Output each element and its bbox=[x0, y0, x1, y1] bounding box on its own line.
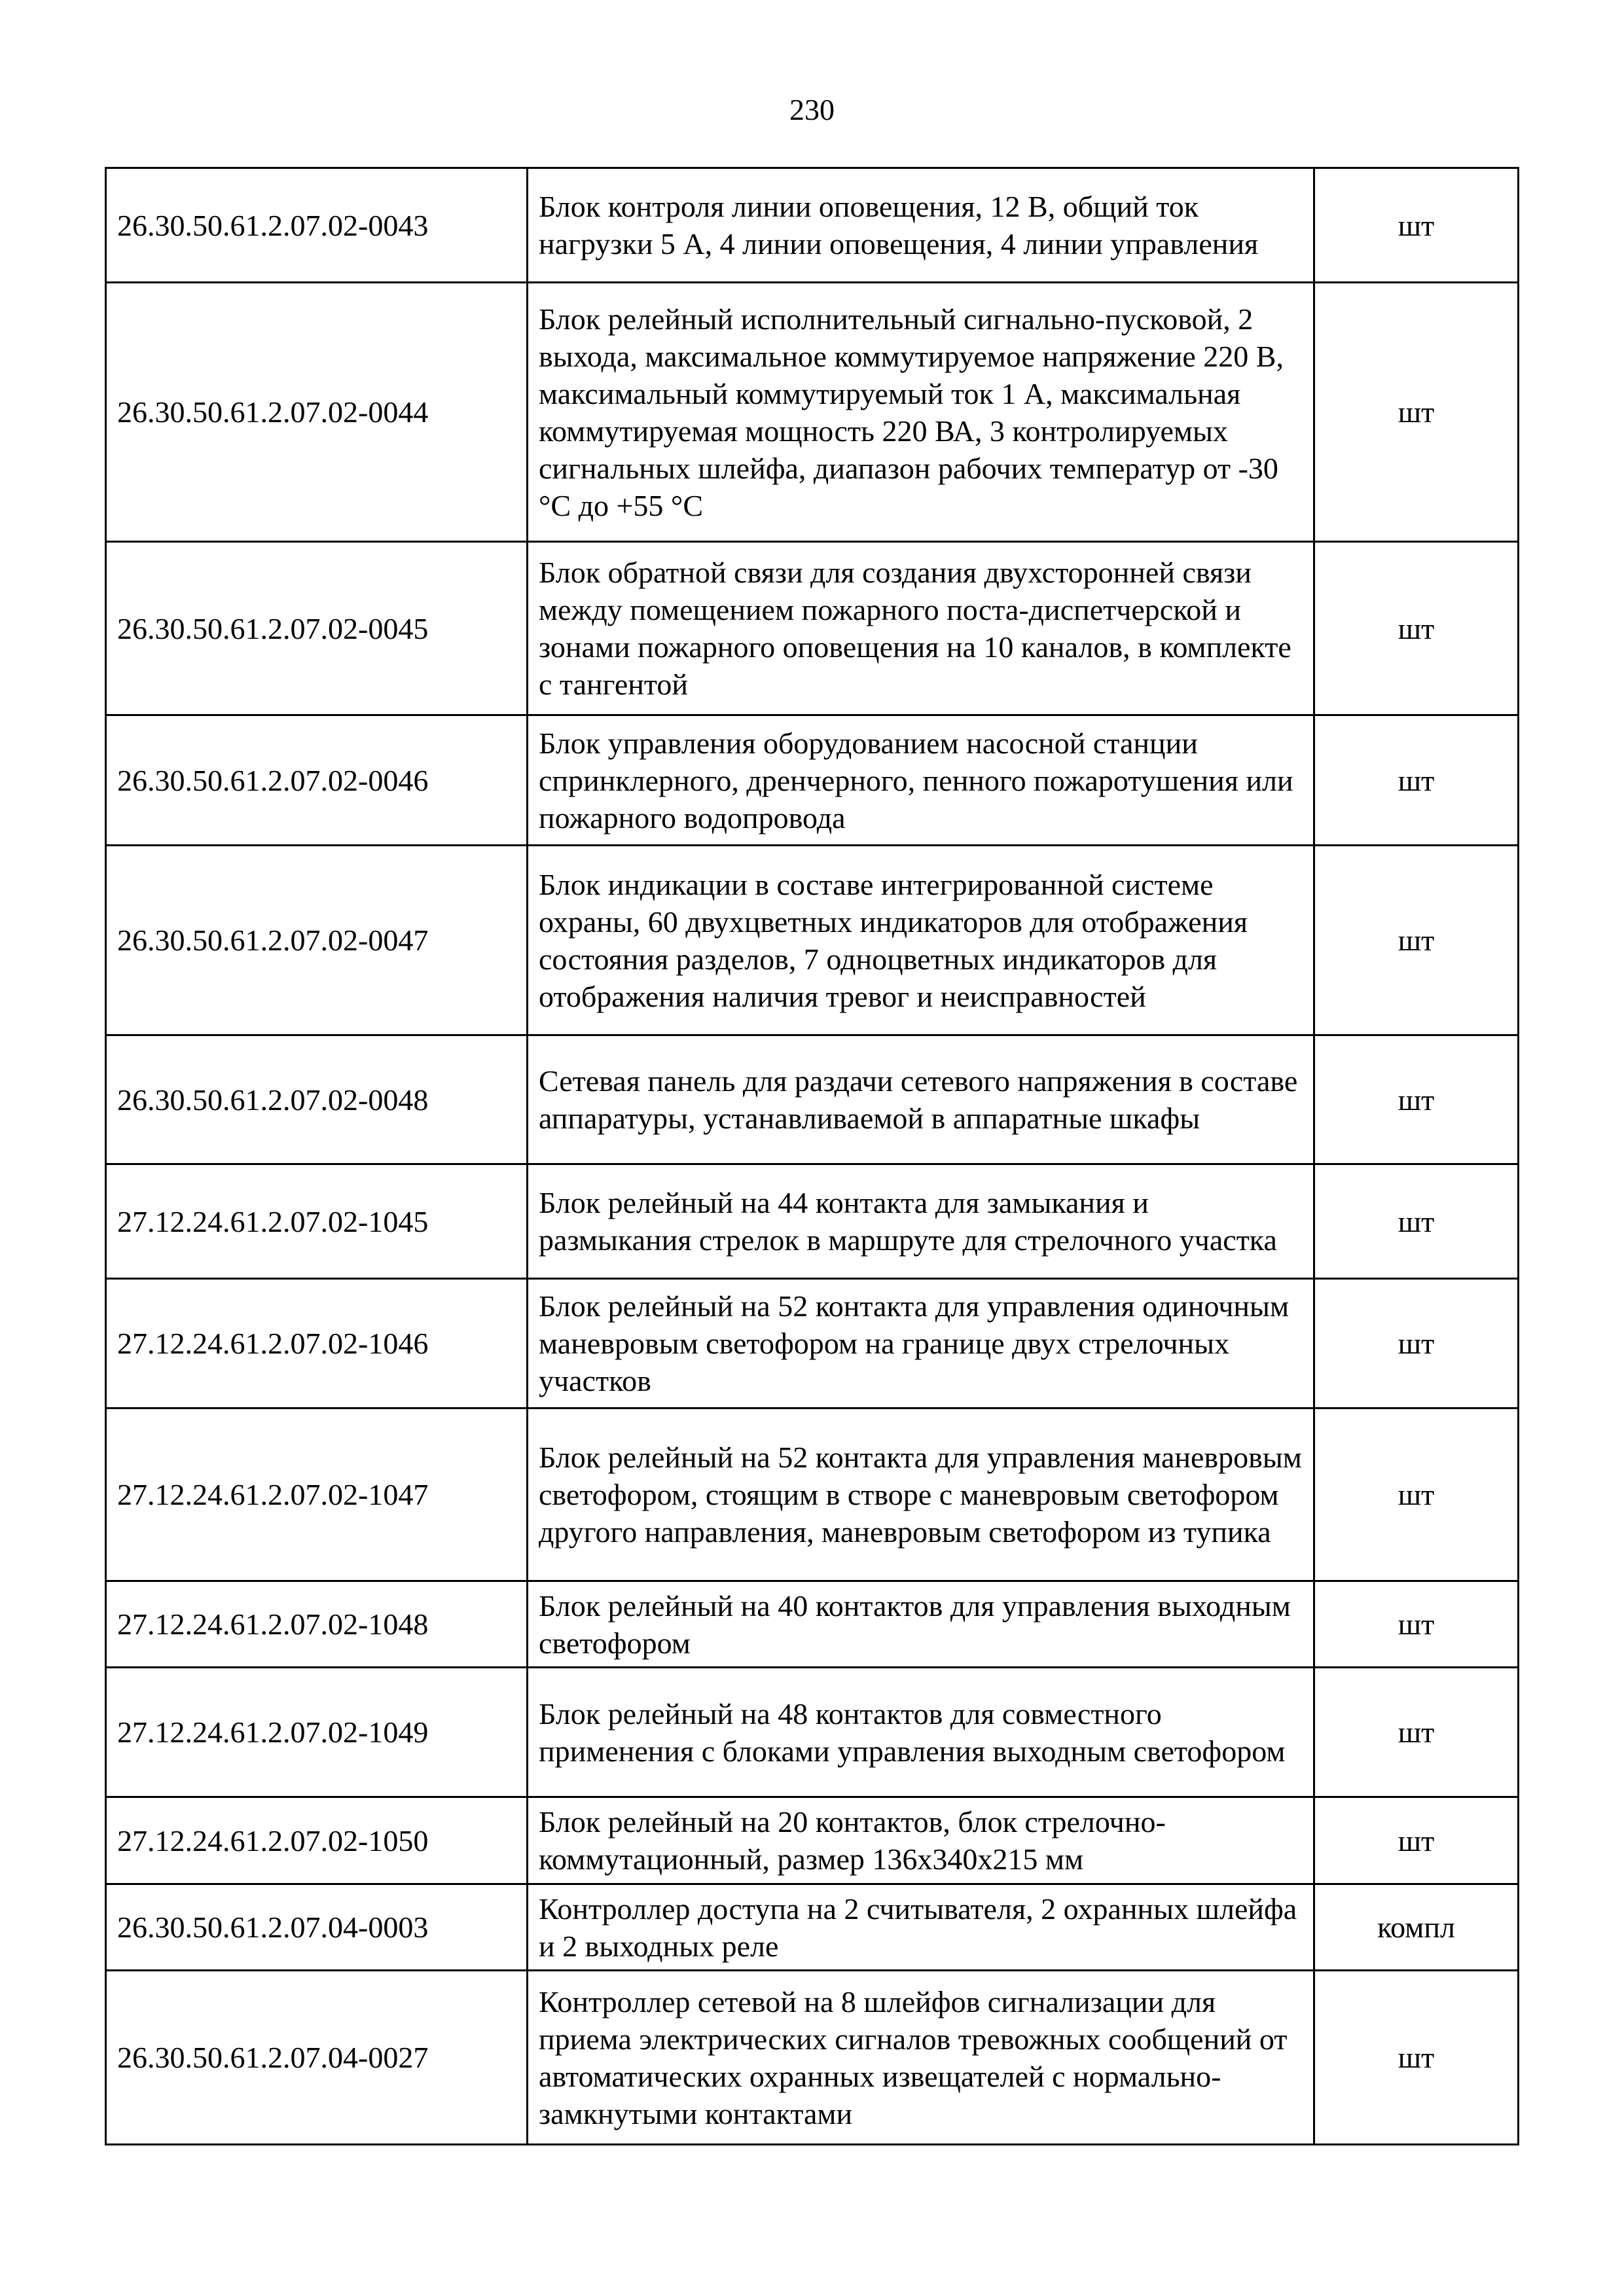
unit-of-measure: шт bbox=[1314, 168, 1519, 283]
resource-description: Блок релейный на 44 контакта для замыкания и размыкания стрелок в маршруте для стрелочного участка bbox=[528, 1164, 1314, 1279]
table-row bbox=[106, 1797, 1519, 1884]
unit-of-measure: шт bbox=[1314, 1408, 1519, 1581]
page-number: 230 bbox=[789, 93, 835, 126]
table-row bbox=[106, 1279, 1519, 1408]
resource-code: 26.30.50.61.2.07.02-0044 bbox=[106, 283, 528, 542]
resource-code: 26.30.50.61.2.07.02-0046 bbox=[106, 715, 528, 846]
resource-description: Блок релейный на 52 контакта для управления маневровым светофором, стоящим в створе с маневровым светофором другого направления, маневровым светофором из тупика bbox=[528, 1408, 1314, 1581]
resource-code: 27.12.24.61.2.07.02-1047 bbox=[106, 1408, 528, 1581]
table-row bbox=[106, 1971, 1519, 2145]
table-row bbox=[106, 542, 1519, 715]
resource-code: 26.30.50.61.2.07.02-0043 bbox=[106, 168, 528, 283]
table-row bbox=[106, 1408, 1519, 1581]
unit-of-measure: шт bbox=[1314, 542, 1519, 715]
unit-of-measure: шт bbox=[1314, 1797, 1519, 1884]
table-row bbox=[106, 283, 1519, 542]
unit-of-measure: шт bbox=[1314, 1668, 1519, 1797]
unit-of-measure: шт bbox=[1314, 283, 1519, 542]
table-row bbox=[106, 715, 1519, 846]
specification-table bbox=[105, 167, 1519, 2145]
resource-code: 27.12.24.61.2.07.02-1049 bbox=[106, 1668, 528, 1797]
table-row bbox=[106, 1668, 1519, 1797]
resource-description: Блок релейный на 20 контактов, блок стрелочно-коммутационный, размер 136х340х215 мм bbox=[528, 1797, 1314, 1884]
unit-of-measure: шт bbox=[1314, 846, 1519, 1035]
unit-of-measure: шт bbox=[1314, 1279, 1519, 1408]
resource-code: 27.12.24.61.2.07.02-1048 bbox=[106, 1581, 528, 1668]
resource-description: Блок релейный на 48 контактов для совместного применения с блоками управления выходным светофором bbox=[528, 1668, 1314, 1797]
table-row bbox=[106, 1164, 1519, 1279]
resource-code: 26.30.50.61.2.07.04-0027 bbox=[106, 1971, 528, 2145]
resource-description: Блок управления оборудованием насосной станции спринклерного, дренчерного, пенного пожаротушения или пожарного водопровода bbox=[528, 715, 1314, 846]
table-row bbox=[106, 168, 1519, 283]
resource-description: Блок контроля линии оповещения, 12 В, общий ток нагрузки 5 А, 4 линии оповещения, 4 линии управления bbox=[528, 168, 1314, 283]
unit-of-measure: компл bbox=[1314, 1884, 1519, 1971]
unit-of-measure: шт bbox=[1314, 1971, 1519, 2145]
table-row bbox=[106, 1035, 1519, 1164]
resource-code: 26.30.50.61.2.07.04-0003 bbox=[106, 1884, 528, 1971]
resource-code: 26.30.50.61.2.07.02-0048 bbox=[106, 1035, 528, 1164]
resource-code: 26.30.50.61.2.07.02-0047 bbox=[106, 846, 528, 1035]
resource-description: Блок обратной связи для создания двухсторонней связи между помещением пожарного поста-диспетчерской и зонами пожарного оповещения на 10 каналов, в комплекте с тангентой bbox=[528, 542, 1314, 715]
resource-description: Блок релейный на 52 контакта для управления одиночным маневровым светофором на границе двух стрелочных участков bbox=[528, 1279, 1314, 1408]
resource-description: Контроллер сетевой на 8 шлейфов сигнализации для приема электрических сигналов тревожных сообщений от автоматических охранных извещателей с нормально-замкнутыми контактами bbox=[528, 1971, 1314, 2145]
resource-description: Сетевая панель для раздачи сетевого напряжения в составе аппаратуры, устанавливаемой в аппаратные шкафы bbox=[528, 1035, 1314, 1164]
resource-description: Блок релейный исполнительный сигнально-пусковой, 2 выхода, максимальное коммутируемое напряжение 220 В, максимальный коммутируемый ток 1 А, максимальная коммутируемая мощность 220 ВА, 3 контролируемых сигнальных шлейфа, диапазон рабочих температур от -30 °С до +55 °С bbox=[528, 283, 1314, 542]
resource-code: 27.12.24.61.2.07.02-1050 bbox=[106, 1797, 528, 1884]
unit-of-measure: шт bbox=[1314, 1035, 1519, 1164]
resource-code: 27.12.24.61.2.07.02-1046 bbox=[106, 1279, 528, 1408]
table-row bbox=[106, 846, 1519, 1035]
resource-description: Контроллер доступа на 2 считывателя, 2 охранных шлейфа и 2 выходных реле bbox=[528, 1884, 1314, 1971]
resource-description: Блок релейный на 40 контактов для управления выходным светофором bbox=[528, 1581, 1314, 1668]
unit-of-measure: шт bbox=[1314, 1581, 1519, 1668]
resource-code: 26.30.50.61.2.07.02-0045 bbox=[106, 542, 528, 715]
unit-of-measure: шт bbox=[1314, 1164, 1519, 1279]
resource-code: 27.12.24.61.2.07.02-1045 bbox=[106, 1164, 528, 1279]
resource-description: Блок индикации в составе интегрированной системе охраны, 60 двухцветных индикаторов для отображения состояния разделов, 7 одноцветных индикаторов для отображения наличия тревог и неисправностей bbox=[528, 846, 1314, 1035]
table-row bbox=[106, 1884, 1519, 1971]
unit-of-measure: шт bbox=[1314, 715, 1519, 846]
table-row bbox=[106, 1581, 1519, 1668]
